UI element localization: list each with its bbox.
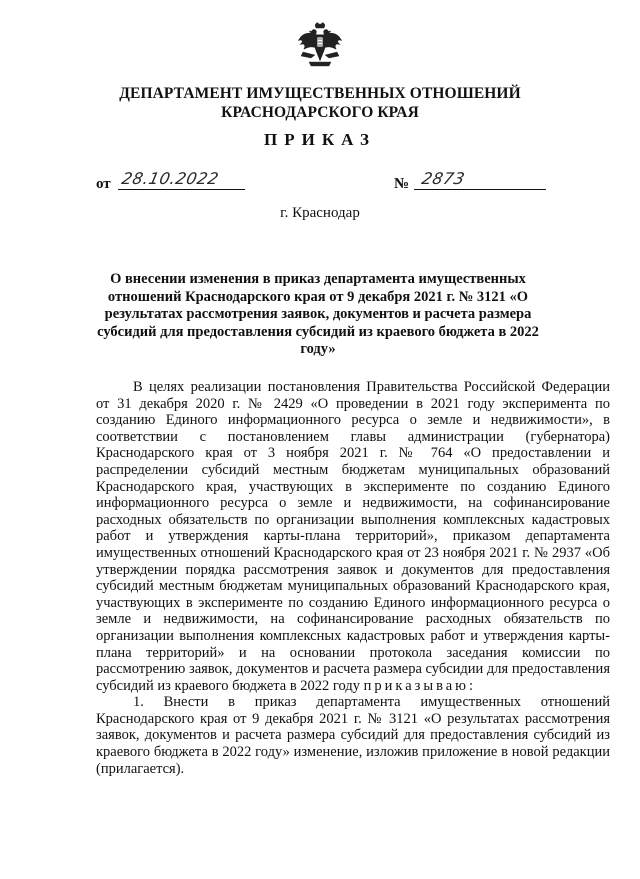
date-underline — [118, 189, 245, 190]
date-label: от — [96, 176, 111, 192]
order-word: приказываю: — [363, 677, 477, 694]
preamble-text: В целях реализации постановления Правительства Российской Федерации от 31 декабря 2020 г. № 2429 «О проведении в 2021 году эксперимента по созданию Единого информационного ресурса о земле и недвижимости», в соответствии с постановлением главы администрации (губернатора) Краснодарского края от 3 ноября 2021 г. № 764 «О предоставлении и распределении субсидий местным бюджетам муниципальных образований Краснодарского края, участвующих в эксперименте по созданию Единого информационного ресурса о земле и недвижимости, на софинансирование расходных обязательств по организации выполнения комплексных кадастровых работ и утверждения карты-плана территорий», приказом департамента имущественных отношений Краснодарского края от 23 ноября 2021 г. № 2937 «Об утверждении порядка рассмотрения заявок и документов для предоставления субсидий местным бюджетам муниципальных образований Краснодарского края, участвующих в эксперименте по созданию Единого информационного ресурса о земле и недвижимости, на софинансирование расходных обязательств по организации выполнения комплексных кадастровых работ и утверждения карты-плана территорий» и на основании протокола заседания комиссии по рассмотрению заявок, документов и расчета размера субсидии для предоставления субсидий из краевого бюджета в 2022 году — [96, 379, 610, 694]
number-label: № — [394, 176, 410, 192]
order-title: ПРИКАЗ — [264, 130, 376, 149]
order-subject: О внесении изменения в приказ департамента имущественных отношений Краснодарского края от 9 декабря 2021 г. № 3121 «О результатах рассмотрения заявок, документов и расчета размера субсидий для предоставления субсидий из краевого бюджета в 2022 году» — [97, 271, 539, 357]
department-name-line2: КРАСНОДАРСКОГО КРАЯ — [221, 104, 419, 121]
number-underline — [414, 189, 546, 190]
department-name-line1: ДЕПАРТАМЕНТ ИМУЩЕСТВЕННЫХ ОТНОШЕНИЙ — [119, 85, 521, 102]
city-name: г. Краснодар — [280, 205, 360, 221]
order-body — [96, 379, 610, 777]
preamble-paragraph — [96, 379, 610, 694]
coat-of-arms-icon — [297, 22, 343, 68]
order-item-1: 1. Внести в приказ департамента имущественных отношений Краснодарского края от 9 декабря 2021 г. № 3121 «О результатах рассмотрения заявок, документов и расчета размера субсидий для предоставления субсидий из краевого бюджета в 2022 году» изменение, изложив приложение в новой редакции (прилагается). — [96, 694, 610, 777]
department-header — [0, 84, 640, 122]
handwritten-number: 2873 — [419, 169, 467, 188]
handwritten-date: 28.10.2022 — [119, 169, 221, 188]
